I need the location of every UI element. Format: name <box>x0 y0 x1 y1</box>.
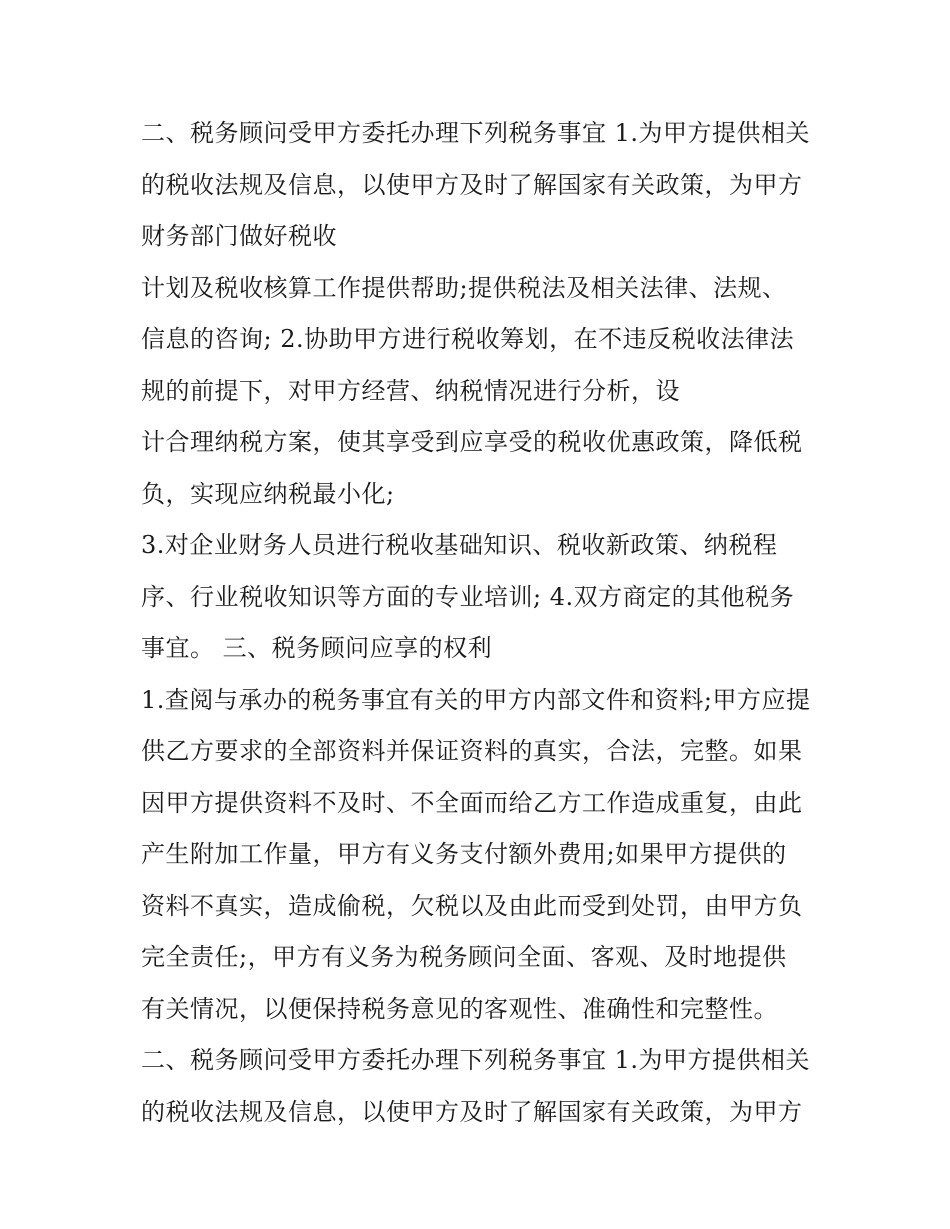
text-line: 二、税务顾问受甲方委托办理下列税务事宜 1.为甲方提供相关 <box>141 1046 811 1074</box>
text-line: 有关情况，以便保持税务意见的客观性、准确性和完整性。 <box>141 994 778 1023</box>
text-line: 1.查阅与承办的税务事宜有关的甲方内部文件和资料;甲方应提 <box>141 685 811 714</box>
text-line: 信息的咨询; 2.协助甲方进行税收筹划，在不违反税收法律法 <box>141 325 795 353</box>
text-line: 二、税务顾问受甲方委托办理下列税务事宜 1.为甲方提供相关 <box>141 119 811 147</box>
text-line: 序、行业税收知识等方面的专业培训; 4.双方商定的其他税务 <box>141 582 795 611</box>
text-line: 完全责任;，甲方有义务为税务顾问全面、客观、及时地提供 <box>141 943 787 971</box>
text-line: 的税收法规及信息，以使甲方及时了解国家有关政策，为甲方 <box>141 170 803 199</box>
text-line: 资料不真实，造成偷税，欠税以及由此而受到处罚，由甲方负 <box>141 891 803 920</box>
text-line: 产生附加工作量，甲方有义务支付额外费用;如果甲方提供的 <box>141 840 787 868</box>
text-line: 的税收法规及信息，以使甲方及时了解国家有关政策，为甲方 <box>141 1097 803 1126</box>
text-line: 计划及税收核算工作提供帮助;提供税法及相关法律、法规、 <box>141 273 787 302</box>
text-line: 事宜。 三、税务顾问应享的权利 <box>141 634 493 662</box>
text-line: 财务部门做好税收 <box>141 222 337 250</box>
text-line: 供乙方要求的全部资料并保证资料的真实，合法，完整。如果 <box>141 737 803 765</box>
document-body <box>141 108 831 1138</box>
text-line: 计合理纳税方案，使其享受到应享受的税收优惠政策，降低税 <box>141 428 803 456</box>
text-line: 规的前提下，对甲方经营、纳税情况进行分析，设 <box>141 376 680 405</box>
text-line: 因甲方提供资料不及时、不全面而给乙方工作造成重复，由此 <box>141 788 803 817</box>
text-line: 3.对企业财务人员进行税收基础知识、税收新政策、纳税程 <box>141 531 778 559</box>
text-line: 负，实现应纳税最小化; <box>141 479 395 508</box>
